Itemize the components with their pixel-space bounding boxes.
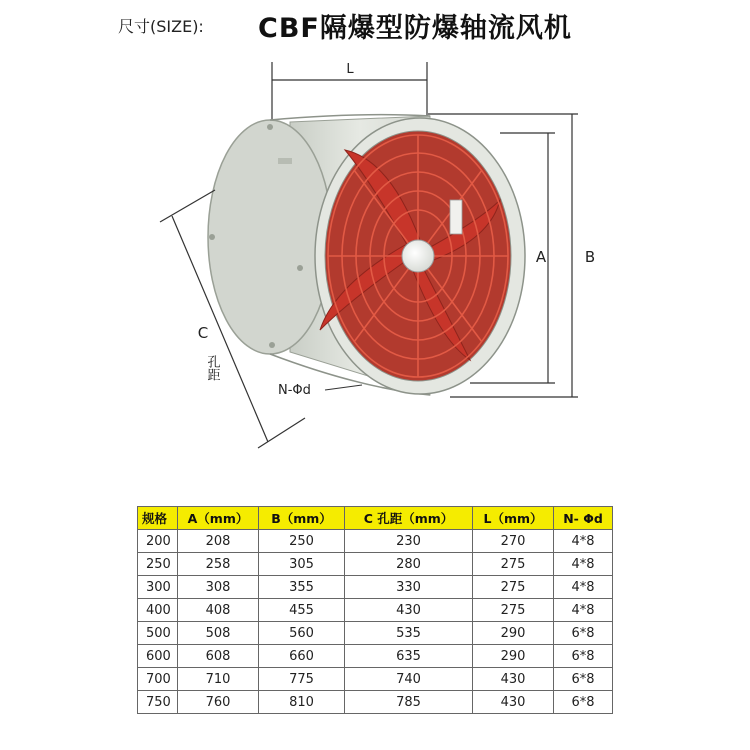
table-cell: 430 bbox=[473, 691, 554, 714]
table-cell: 290 bbox=[473, 622, 554, 645]
table-cell: 275 bbox=[473, 553, 554, 576]
table-cell: 250 bbox=[138, 553, 178, 576]
table-cell: 750 bbox=[138, 691, 178, 714]
table-cell: 400 bbox=[138, 599, 178, 622]
table-cell: 600 bbox=[138, 645, 178, 668]
table-cell: 785 bbox=[345, 691, 473, 714]
table-cell: 740 bbox=[345, 668, 473, 691]
table-cell: 330 bbox=[345, 576, 473, 599]
table-row bbox=[138, 530, 613, 553]
dim-C-note: 孔距 bbox=[204, 355, 220, 381]
table-cell: 500 bbox=[138, 622, 178, 645]
table-cell: 6*8 bbox=[554, 645, 613, 668]
nameplate bbox=[450, 200, 462, 234]
spec-table bbox=[137, 506, 613, 714]
table-row bbox=[138, 691, 613, 714]
page-title: CBF隔爆型防爆轴流风机 bbox=[258, 13, 572, 44]
table-header-cell: N- Φd bbox=[554, 507, 613, 530]
table-cell: 275 bbox=[473, 599, 554, 622]
size-label: 尺寸(SIZE): bbox=[118, 17, 204, 36]
table-cell: 810 bbox=[259, 691, 345, 714]
table-cell: 508 bbox=[178, 622, 259, 645]
table-cell: 560 bbox=[259, 622, 345, 645]
table-cell: 430 bbox=[345, 599, 473, 622]
table-cell: 408 bbox=[178, 599, 259, 622]
table-cell: 455 bbox=[259, 599, 345, 622]
table-cell: 4*8 bbox=[554, 599, 613, 622]
table-cell: 4*8 bbox=[554, 530, 613, 553]
table-cell: 290 bbox=[473, 645, 554, 668]
table-row bbox=[138, 576, 613, 599]
table-cell: 305 bbox=[259, 553, 345, 576]
table-cell: 300 bbox=[138, 576, 178, 599]
table-cell: 250 bbox=[259, 530, 345, 553]
table-header-cell: L（mm） bbox=[473, 507, 554, 530]
table-row bbox=[138, 622, 613, 645]
table-cell: 535 bbox=[345, 622, 473, 645]
dim-N-label: N-Φd bbox=[278, 383, 311, 398]
table-cell: 230 bbox=[345, 530, 473, 553]
table-cell: 4*8 bbox=[554, 553, 613, 576]
table-row bbox=[138, 668, 613, 691]
table-cell: 308 bbox=[178, 576, 259, 599]
table-header-cell: B（mm） bbox=[259, 507, 345, 530]
table-header-cell: 规格 bbox=[138, 507, 178, 530]
table-row bbox=[138, 599, 613, 622]
table-cell: 635 bbox=[345, 645, 473, 668]
table-cell: 775 bbox=[259, 668, 345, 691]
table-cell: 270 bbox=[473, 530, 554, 553]
table-cell: 258 bbox=[178, 553, 259, 576]
table-cell: 6*8 bbox=[554, 691, 613, 714]
table-cell: 608 bbox=[178, 645, 259, 668]
table-cell: 710 bbox=[178, 668, 259, 691]
table-cell: 6*8 bbox=[554, 668, 613, 691]
dim-N bbox=[278, 383, 362, 398]
table-cell: 700 bbox=[138, 668, 178, 691]
table-cell: 200 bbox=[138, 530, 178, 553]
table-cell: 760 bbox=[178, 691, 259, 714]
table-row bbox=[138, 645, 613, 668]
table-cell: 430 bbox=[473, 668, 554, 691]
dim-C-label: C bbox=[197, 324, 209, 342]
table-header-cell: C 孔距（mm） bbox=[345, 507, 473, 530]
fan-hub bbox=[402, 240, 434, 272]
table-cell: 660 bbox=[259, 645, 345, 668]
table-cell: 208 bbox=[178, 530, 259, 553]
dim-B-label: B bbox=[584, 248, 596, 266]
dim-A-label: A bbox=[535, 248, 547, 266]
table-header-cell: A（mm） bbox=[178, 507, 259, 530]
table-cell: 275 bbox=[473, 576, 554, 599]
table-cell: 4*8 bbox=[554, 576, 613, 599]
table-row bbox=[138, 553, 613, 576]
table-cell: 6*8 bbox=[554, 622, 613, 645]
table-header-row bbox=[138, 507, 613, 530]
dim-L-label: L bbox=[346, 62, 354, 77]
table-cell: 355 bbox=[259, 576, 345, 599]
table-cell: 280 bbox=[345, 553, 473, 576]
